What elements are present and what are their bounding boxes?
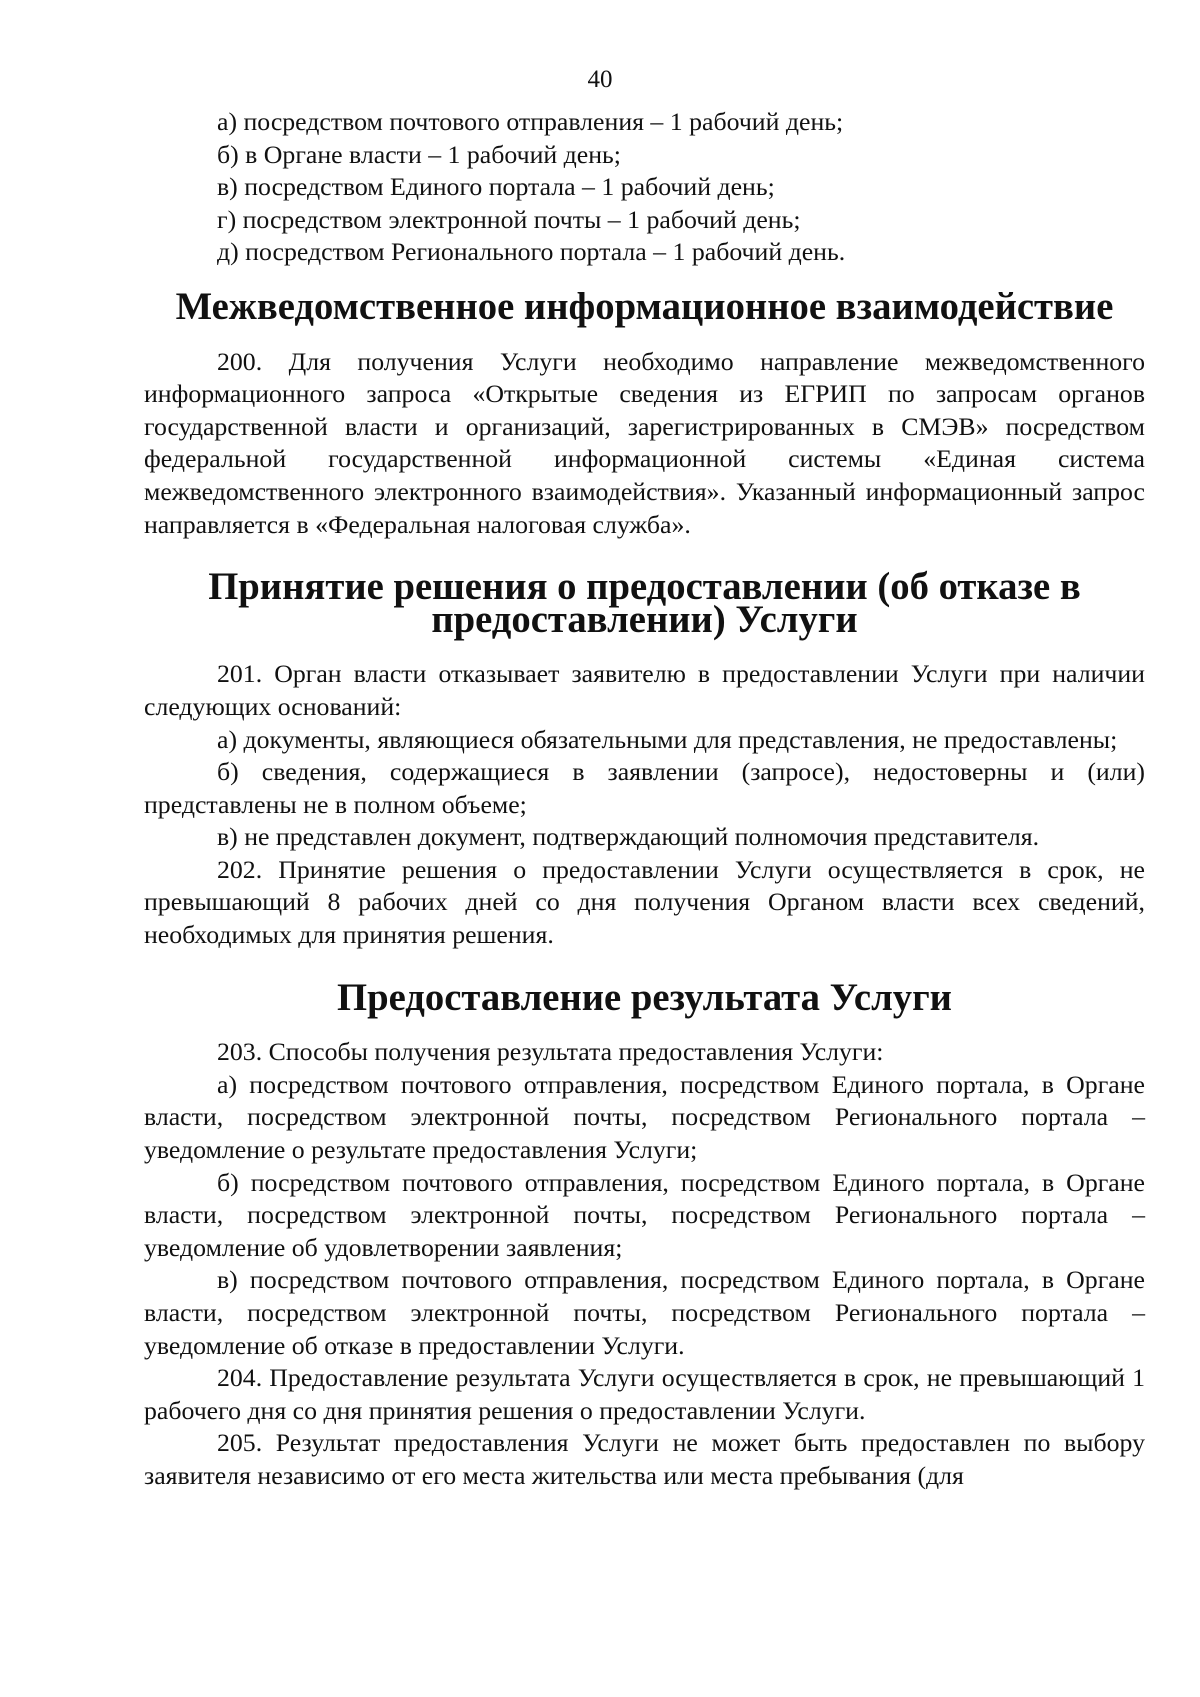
paragraph-201: 201. Орган власти отказывает заявителю в предоставлении Услуги при наличии следующих оснований: [144, 659, 1145, 721]
page-number: 40 [587, 66, 613, 93]
section-heading: Межведомственное информационное взаимодействие [175, 285, 1114, 328]
paragraph-202: 202. Принятие решения о предоставлении Услуги осуществляется в срок, не превышающий 8 рабочих дней со дня получения Органом власти всех сведений, необходимых для принятия решения. [144, 854, 1145, 950]
paragraph-203b: б) посредством почтового отправления, посредством Единого портала, в Органе власти, посредством электронной почты, посредством Регионального портала – уведомление об удовлетворении заявления; [144, 1167, 1145, 1262]
section-heading: Принятие решения о предоставлении (об отказе в предоставлении) Услуги [208, 566, 1081, 641]
paragraph-205: 205. Результат предоставления Услуги не может быть предоставлен по выбору заявителя независимо от его места жительства или места пребывания (для [144, 1428, 1145, 1490]
list-item: б) в Органе власти – 1 рабочий день; [217, 139, 621, 169]
top-list [144, 106, 1145, 269]
paragraph-201a: а) документы, являющиеся обязательными для представления, не предоставлены; [217, 724, 1118, 754]
list-item: в) посредством Единого портала – 1 рабочий день; [217, 172, 775, 202]
paragraph-203a: а) посредством почтового отправления, посредством Единого портала, в Органе власти, посредством электронной почты, посредством Регионального портала – уведомление о результате предоставления Услуги; [144, 1069, 1145, 1165]
paragraph-204: 204. Предоставление результата Услуги осуществляется в срок, не превышающий 1 рабочего дня со дня принятия решения о предоставлении Услуги. [144, 1363, 1145, 1425]
paragraph-201v: в) не представлен документ, подтверждающий полномочия представителя. [217, 822, 1040, 852]
paragraph-201b: б) сведения, содержащиеся в заявлении (запросе), недостоверны и (или) представлены не в полном объеме; [144, 757, 1145, 819]
paragraph-203v: в) посредством почтового отправления, посредством Единого портала, в Органе власти, посредством электронной почты, посредством Регионального портала – уведомление об отказе в предоставлении Услуги. [144, 1265, 1145, 1360]
paragraph-200: 200. Для получения Услуги необходимо направление межведомственного информационного запроса «Открытые сведения из ЕГРИП по запросам органов государственной власти и организаций, зарегистрированных в СМЭВ» посредством федеральной государственной информационной системы «Единая система межведомственного электронного взаимодействия». Указанный информационный запрос направляется в «Федеральная налоговая служба». [144, 346, 1145, 539]
list-item: г) посредством электронной почты – 1 рабочий день; [217, 204, 801, 234]
list-item: д) посредством Регионального портала – 1 рабочий день. [217, 237, 846, 267]
section-heading: Предоставление результата Услуги [337, 976, 952, 1019]
document-body [144, 106, 1145, 1493]
list-item: а) посредством почтового отправления – 1 рабочий день; [217, 107, 844, 136]
paragraph-203: 203. Способы получения результата предоставления Услуги: [217, 1037, 884, 1067]
